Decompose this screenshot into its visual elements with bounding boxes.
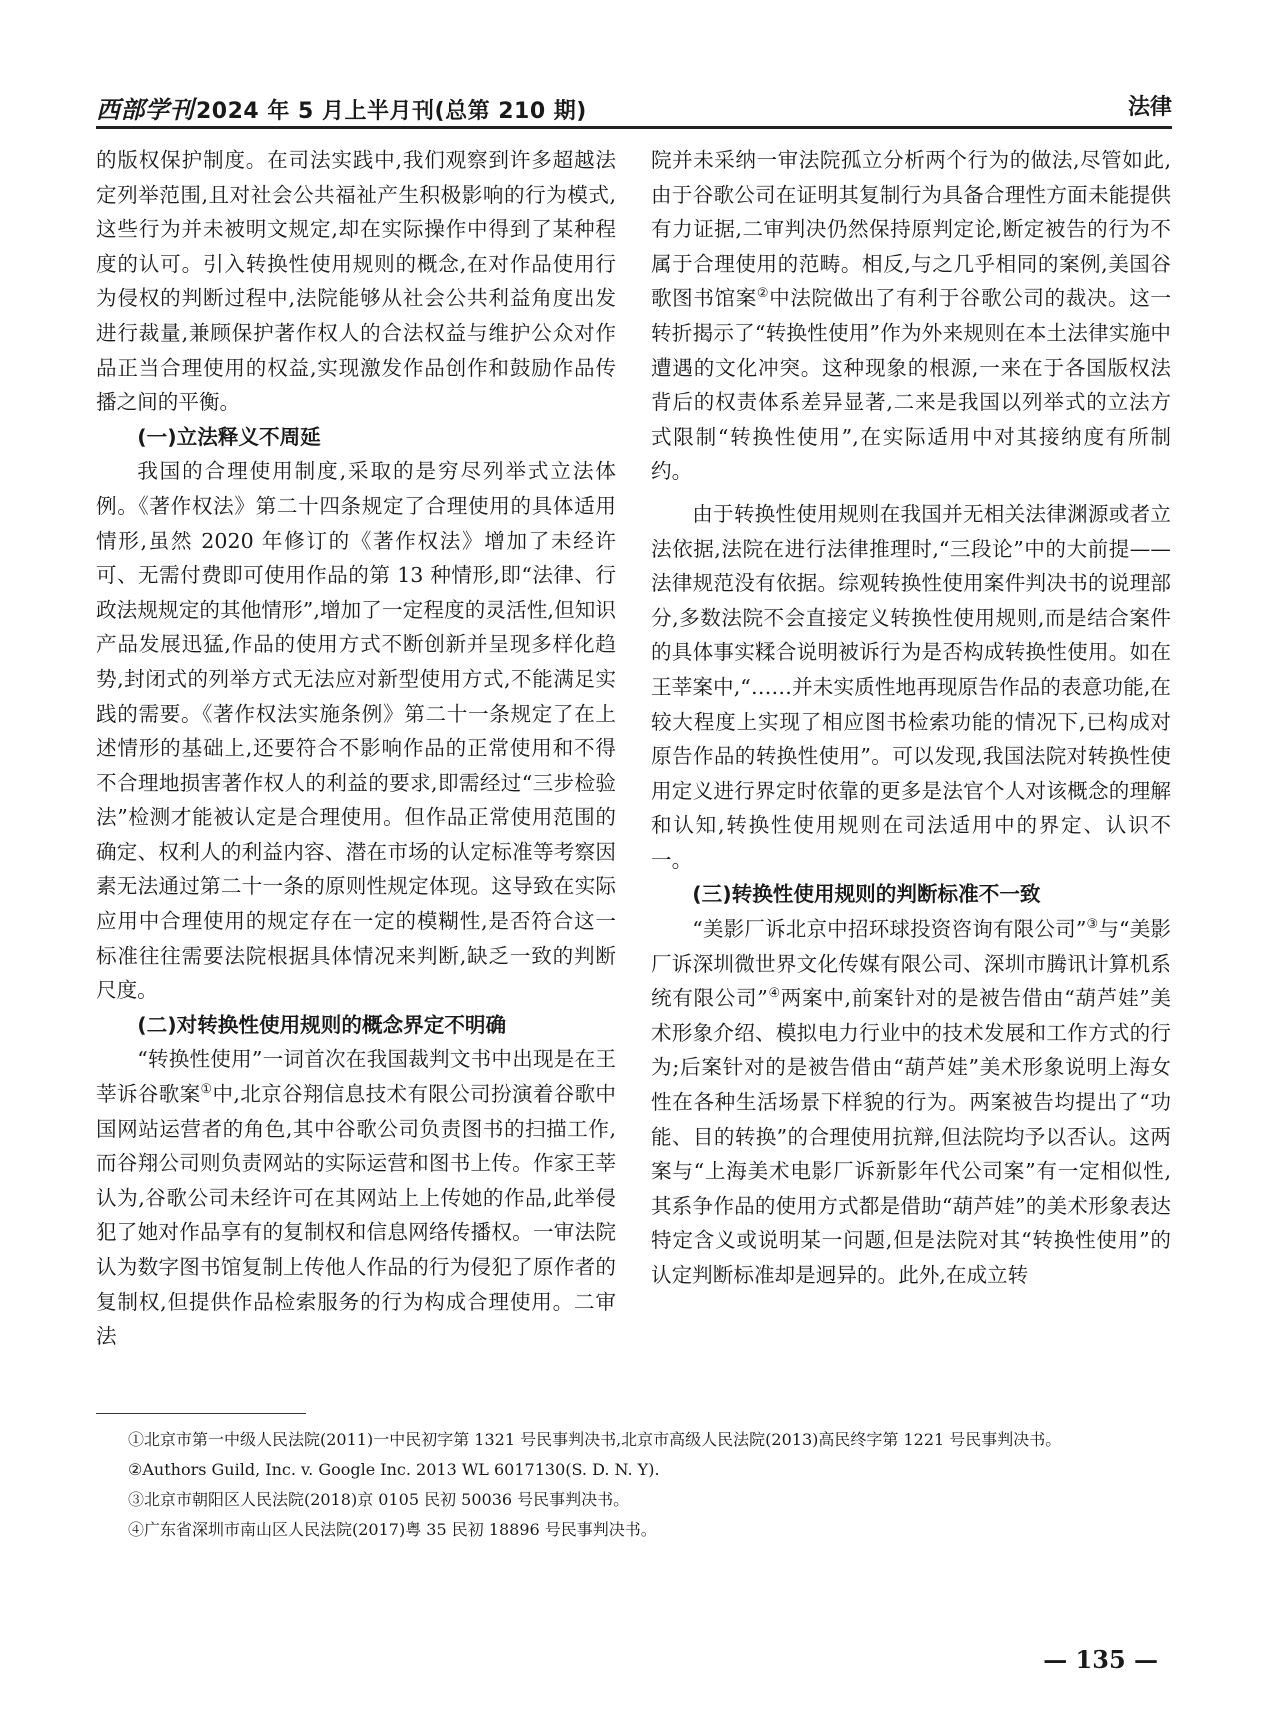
issue-info: 2024 年 5 月上半月刊(总第 210 期) [196,99,587,124]
paragraph: 的版权保护制度。在司法实践中,我们观察到许多超越法定列举范围,且对社会公共福祉产生积极影响的行为模式,这些行为并未被明文规定,却在实际操作中得到了某种程度的认可。引入转换性使用规则的概念,在对作品使用行为侵权的判断过程中,法院能够从社会公共利益角度出发进行裁量,兼顾保护著作权人的合法权益与维护公众对作品正当合理使用的权益,实现激发作品创作和鼓励作品传播之间的平衡。 [96,148,616,415]
footnote: ①北京市第一中级人民法院(2011)一中民初字第 1321 号民事判决书,北京市高级人民法院(2013)高民终字第 1221 号民事判决书。 [128,1430,1062,1449]
footnote: ②Authors Guild, Inc. v. Google Inc. 2013 WL 6017130(S. D. N. Y). [128,1460,660,1479]
page-number: — 135 — [1043,1645,1158,1674]
footnote-marker: ① [200,1082,213,1098]
section-heading: (二)对转换性使用规则的概念界定不明确 [137,1012,507,1037]
left-column [96,143,616,1354]
footnote-marker: ② [756,286,770,302]
footnotes [96,1426,1172,1546]
paragraph-text: 中法院做出了有利于谷歌公司的裁决。这一转折揭示了“转换性使用”作为外来规则在本土法律实施中遭遇的文化冲突。这种现象的根源,一来在于各国版权法背后的权责体系差异显著,二来是我国以列举式的立法方式限制“转换性使用”,在实际适用中对其接纳度有所制约。 [651,286,1172,484]
footnote-divider [96,1413,306,1414]
paragraph-text: 两案中,前案针对的是被告借由“葫芦娃”美术形象介绍、模拟电力行业中的技术发展和工作方式的行为;后案针对的是被告借由“葫芦娃”美术形象说明上海女性在各种生活场景下样貌的行为。两案被告均提出了“功能、目的转换”的合理使用抗辩,但法院均予以否认。这两案与“上海美术电影厂诉新影年代公司案”有一定相似性,其系争作品的使用方式都是借助“葫芦娃”的美术形象表达特定含义或说明某一问题,但是法院对其“转换性使用”的认定判断标准却是迥异的。此外,在成立转 [651,986,1172,1287]
footnote-marker: ③ [1086,917,1099,933]
paragraph [96,1042,616,1353]
paragraph [651,143,1171,489]
journal-masthead [96,90,587,125]
paragraph-text: 中,北京谷翔信息技术有限公司扮演着谷歌中国网站运营者的角色,其中谷歌公司负责图书的扫描工作,而谷翔公司则负责网站的实际运营和图书上传。作家王莘认为,谷歌公司未经许可在其网站上上传她的作品,此举侵犯了她对作品享有的复制权和信息网络传播权。一审法院认为数字图书馆复制上传他人作品的行为侵犯了原作者的复制权,但提供作品检索服务的行为构成合理使用。二审法 [96,1082,617,1349]
paragraph-text: “美影厂诉北京中招环球投资咨询有限公司” [692,917,1087,942]
paragraph: 由于转换性使用规则在我国并无相关法律渊源或者立法依据,法院在进行法律推理时,“三段论”中的大前提——法律规范没有依据。综观转换性使用案件判决书的说理部分,多数法院不会直接定义转换性使用规则,而是结合案件的具体事实糅合说明被诉行为是否构成转换性使用。如在王莘案中,“……并未实质性地再现原告作品的表意功能,在较大程度上实现了相应图书检索功能的情况下,已构成对原告作品的转换性使用”。可以发现,我国法院对转换性使用定义进行界定时依靠的更多是法官个人对该概念的理解和认知,转换性使用规则在司法适用中的界定、认识不一。 [651,501,1171,872]
paragraph [651,912,1171,1293]
paragraph: 我国的合理使用制度,采取的是穷尽列举式立法体例。《著作权法》第二十四条规定了合理使用的具体适用情形,虽然 2020 年修订的《著作权法》增加了未经许可、无需付费即可使用作品的第 13 种情形,即“法律、行政法规规定的其他情形”,增加了一定程度的灵活性,但知识产品发展迅猛,作品的使用方式不断创新并呈现多样化趋势,封闭式的列举方式无法应对新型使用方式,不能满足实践的需要。《著作权法实施条例》第二十一条规定了在上述情形的基础上,还要符合不影响作品的正常使用和不得不合理地损害著作权人的利益的要求,即需经过“三步检验法”检测才能被认定是合理使用。但作品正常使用范围的确定、权利人的利益内容、潜在市场的认定标准等考察因素无法通过第二十一条的原则性规定体现。这导致在实际应用中合理使用的规定存在一定的模糊性,是否符合这一标准往往需要法院根据具体情况来判断,缺乏一致的判断尺度。 [96,459,616,1003]
journal-logo: 西部学刊 [96,96,194,124]
right-column [651,143,1171,1293]
section-label: 法律 [1127,95,1172,120]
footnote: ④广东省深圳市南山区人民法院(2017)粤 35 民初 18896 号民事判决书。 [128,1520,657,1539]
section-heading: (三)转换性使用规则的判断标准不一致 [692,882,1041,907]
section-heading: (一)立法释义不周延 [137,424,321,449]
paragraph-text: 与“美影厂诉深圳微世界文化传媒有限公司、深圳市腾讯计算机系统有限公司” [651,917,1172,1011]
paragraph-text: 院并未采纳一审法院孤立分析两个行为的做法,尽管如此,由于谷歌公司在证明其复制行为具备合理性方面未能提供有力证据,二审判决仍然保持原判定论,断定被告的行为不属于合理使用的范畴。相反,与之几乎相同的案例,美国谷歌图书馆案 [651,148,1171,311]
footnote: ③北京市朝阳区人民法院(2018)京 0105 民初 50036 号民事判决书。 [128,1490,630,1509]
footnote-marker: ④ [767,986,781,1002]
page-header [96,86,1172,129]
paragraph-text: “转换性使用”一词首次在我国裁判文书中出现是在王莘诉谷歌案 [96,1047,616,1107]
